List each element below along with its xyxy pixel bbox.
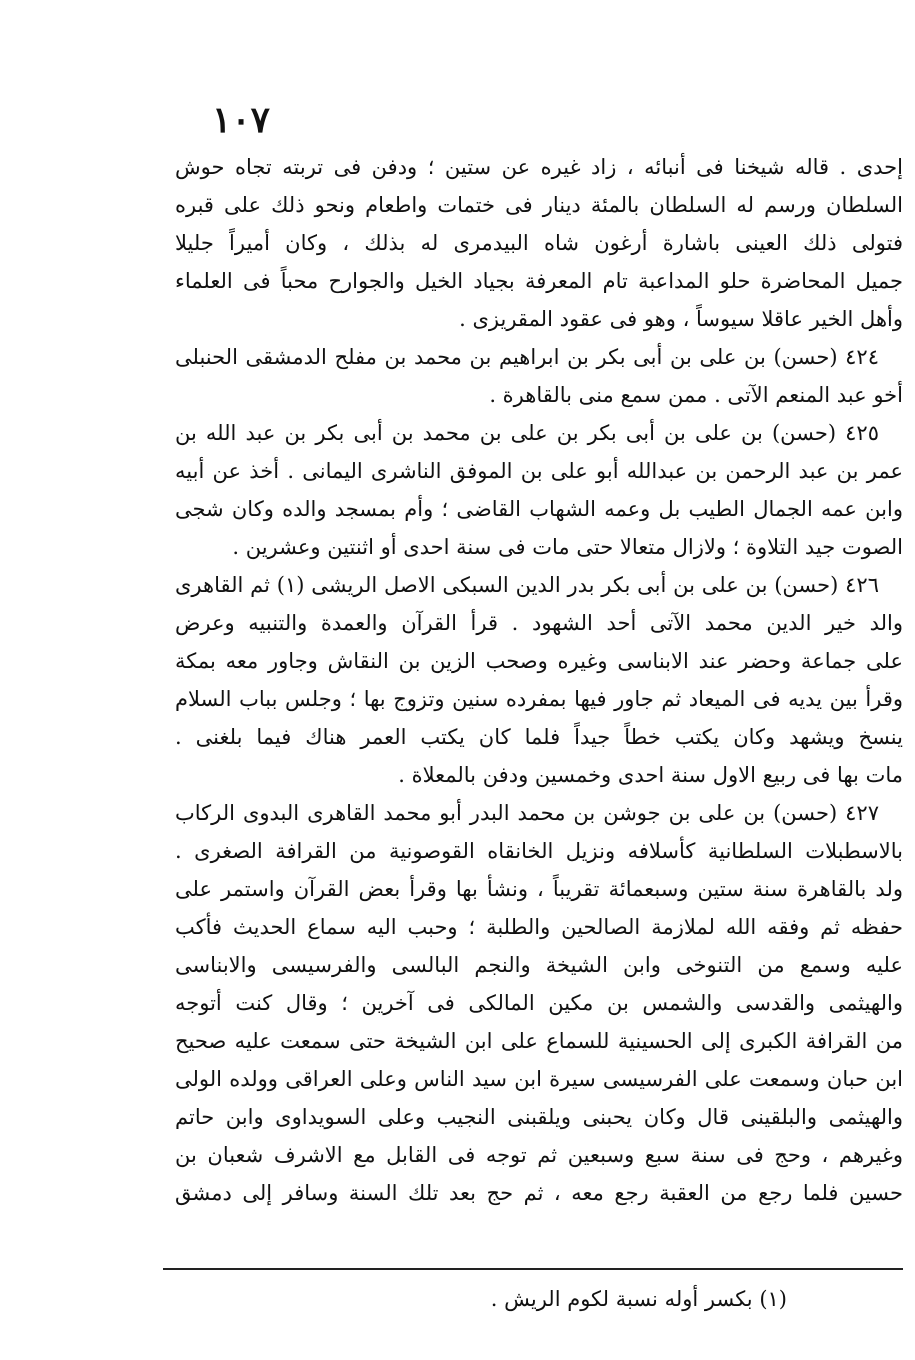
text-line: والهيثمى والقدسى والشمس بن مكين المالكى فى آخرين ؛ وقال كنت أتوجه <box>175 991 903 1015</box>
main-text <box>175 148 903 1212</box>
text-line: جميل المحاضرة حلو المداعبة تام المعرفة بجياد الخيل والجوارح محباً فى العلماء <box>175 269 903 293</box>
text-line: وغيرهم ، وحج فى سنة سبع وسبعين ثم توجه فى القابل مع الاشرف شعبان بن <box>175 1143 903 1167</box>
text-line: أخو عبد المنعم الآتى . ممن سمع منى بالقاهرة . <box>489 383 903 407</box>
text-line: حفظه ثم وفقه الله لملازمة الصالحين والطلبة ؛ وحبب اليه سماع الحديث فأكب <box>175 915 903 939</box>
text-line: عمر بن عبد الرحمن بن عبدالله أبو على بن الموفق الناشرى اليمانى . أخذ عن أبيه <box>175 459 903 483</box>
footnote: (١) بكسر أوله نسبة لكوم الريش . <box>490 1287 787 1311</box>
text-line: والهيثمى والبلقينى قال وكان يحبنى ويلقبنى النجيب وعلى السويداوى وابن حاتم <box>175 1105 903 1129</box>
entry-426-heading: ٤٢٦ (حسن) بن على بن أبى بكر بدر الدين السبكى الاصل الريشى (١) ثم القاهرى <box>175 573 879 597</box>
text-line: وأهل الخير عاقلا سيوساً ، وهو فى عقود المقريزى . <box>459 307 903 331</box>
entry-427-heading: ٤٢٧ (حسن) بن على بن جوشن بن محمد البدر أبو محمد القاهرى البدوى الركاب <box>175 801 879 825</box>
text-line: ينسخ ويشهد وكان يكتب خطاً جيداً فلما كان يكتب العمر هناك فيما بلغنى . <box>175 725 903 749</box>
text-line: على جماعة وحضر عند الابناسى وغيره وصحب الزين بن النقاش وجاور معه بمكة <box>175 649 903 673</box>
text-line: مات بها فى ربيع الاول سنة احدى وخمسين ودفن بالمعلاة . <box>398 763 903 787</box>
text-line: بالاسطبلات السلطانية كأسلافه ونزيل الخانقاه القوصونية من القرافة الصغرى . <box>175 839 903 863</box>
footnote-separator <box>163 1268 903 1270</box>
text-line: إحدى . قاله شيخنا فى أنبائه ، زاد غيره عن ستين ؛ ودفن فى تربته تجاه حوش <box>175 155 903 179</box>
text-line: ولد بالقاهرة سنة ستين وسبعمائة تقريباً ، ونشأ بها وقرأ بعض القرآن واستمر على <box>175 877 903 901</box>
text-line: من القرافة الكبرى إلى الحسينية للسماع على ابن الشيخة حتى سمعت عليه صحيح <box>175 1029 903 1053</box>
text-line: فتولى ذلك العينى باشارة أرغون شاه البيدمرى له بذلك ، وكان أميراً جليلا <box>175 231 903 255</box>
page-number: ١٠٧ <box>212 99 271 141</box>
text-line: حسين فلما رجع من العقبة رجع معه ، ثم حج بعد تلك السنة وسافر إلى دمشق <box>175 1181 903 1205</box>
text-line: الصوت جيد التلاوة ؛ ولازال متعالا حتى مات فى سنة احدى أو اثنتين وعشرين . <box>232 535 903 559</box>
text-line: عليه وسمع من التنوخى وابن الشيخة والنجم البالسى والفرسيسى والابناسى <box>175 953 903 977</box>
entry-424-heading: ٤٢٤ (حسن) بن على بن أبى بكر بن ابراهيم بن محمد بن مفلح الدمشقى الحنبلى <box>175 345 879 369</box>
text-line: ابن حبان وسمعت على الفرسيسى سيرة ابن سيد الناس وعلى العراقى وولده الولى <box>175 1067 903 1091</box>
text-line: السلطان ورسم له السلطان بالمئة دينار فى ختمات واطعام ونحو ذلك على قبره <box>175 193 903 217</box>
text-line: وقرأ بين يديه فى الميعاد ثم جاور فيها بمفرده سنين وتزوج بها ؛ وجلس بباب السلام <box>175 687 903 711</box>
entry-425-heading: ٤٢٥ (حسن) بن على بن أبى بكر بن على بن محمد بن أبى بكر بن عبد الله بن <box>175 421 879 445</box>
text-line: وابن عمه الجمال الطيب بل وعمه الشهاب القاضى ؛ وأم بمسجد والده وكان شجى <box>175 497 903 521</box>
text-line: والد خير الدين محمد الآتى أحد الشهود . قرأ القرآن والعمدة والتنبيه وعرض <box>175 611 903 635</box>
